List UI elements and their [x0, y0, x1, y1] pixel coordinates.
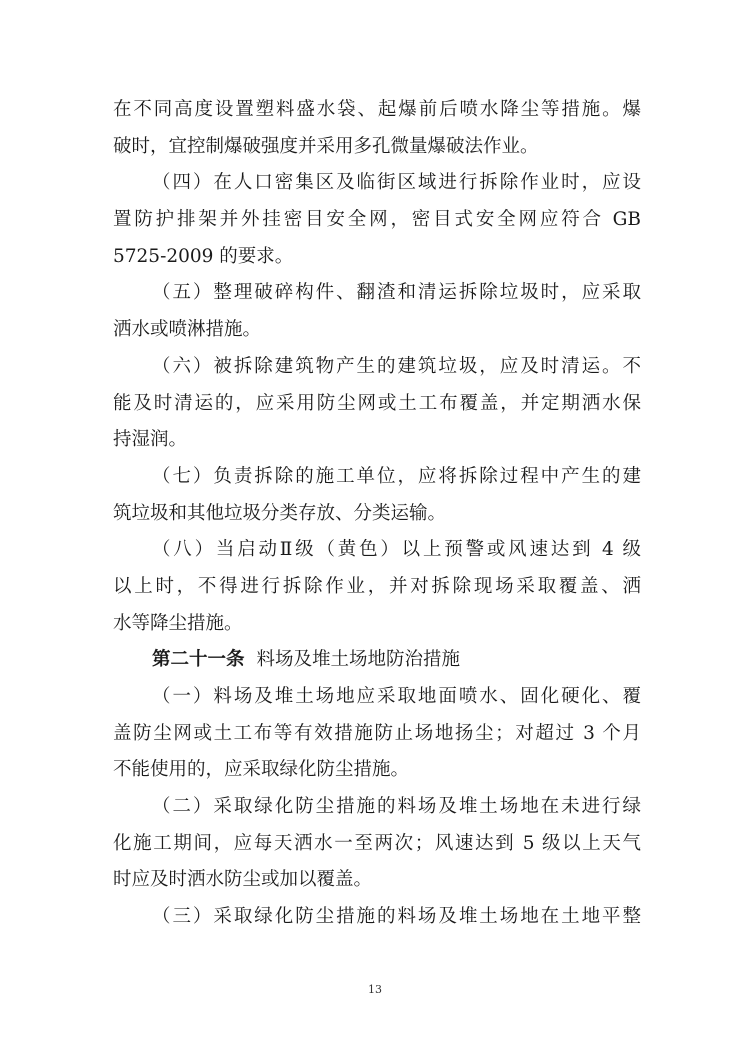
- text-line: 5725-2009 的要求。: [113, 245, 294, 267]
- text-line: 筑垃圾和其他垃圾分类存放、分类运输。: [113, 502, 447, 524]
- text-line: （七）负责拆除的施工单位，应将拆除过程中产生的建: [152, 465, 641, 487]
- text-line: 不能使用的，应采取绿化防尘措施。: [113, 759, 410, 781]
- text-line: 洒水或喷淋措施。: [113, 319, 262, 341]
- text-line: （八）当启动Ⅱ级（黄色）以上预警或风速达到 4 级: [152, 539, 641, 561]
- page-number: 13: [368, 983, 382, 996]
- article-heading: [113, 642, 641, 679]
- text-line: 置防护排架并外挂密目安全网，密目式安全网应符合 GB: [113, 209, 641, 231]
- text-line: （五）整理破碎构件、翻渣和清运拆除垃圾时，应采取: [152, 282, 641, 304]
- paragraphs-section-b: [113, 679, 641, 936]
- text-line: （一）料场及堆土场地应采取地面喷水、固化硬化、覆: [152, 686, 641, 707]
- body-text: [113, 92, 641, 936]
- text-line: 时应及时洒水防尘或加以覆盖。: [113, 869, 373, 891]
- text-line: 以上时，不得进行拆除作业，并对拆除现场采取覆盖、洒: [113, 575, 641, 597]
- text-line: 水等降尘措施。: [113, 612, 243, 634]
- text-line: 持湿润。: [113, 429, 188, 451]
- paragraphs-section-a: [113, 92, 641, 642]
- text-line: 能及时清运的，应采用防尘网或土工布覆盖，并定期洒水保: [113, 392, 641, 414]
- article-number: 第二十一条: [152, 649, 245, 671]
- text-line: 盖防尘网或土工布等有效措施防止场地扬尘；对超过 3 个月: [113, 722, 641, 744]
- text-line: （三）采取绿化防尘措施的料场及堆土场地在土地平整: [152, 906, 641, 928]
- text-line: 化施工期间，应每天洒水一至两次；风速达到 5 级以上天气: [113, 832, 641, 854]
- text-line: 破时，宜控制爆破强度并采用多孔微量爆破法作业。: [113, 135, 539, 157]
- text-line: （六）被拆除建筑物产生的建筑垃圾，应及时清运。不: [152, 355, 641, 377]
- text-line: （四）在人口密集区及临街区域进行拆除作业时，应设: [152, 172, 641, 194]
- text-line: （二）采取绿化防尘措施的料场及堆土场地在未进行绿: [152, 796, 641, 818]
- text-line: 在不同高度设置塑料盛水袋、起爆前后喷水降尘等措施。爆: [113, 99, 641, 120]
- article-title: 料场及堆土场地防治措施: [256, 649, 461, 671]
